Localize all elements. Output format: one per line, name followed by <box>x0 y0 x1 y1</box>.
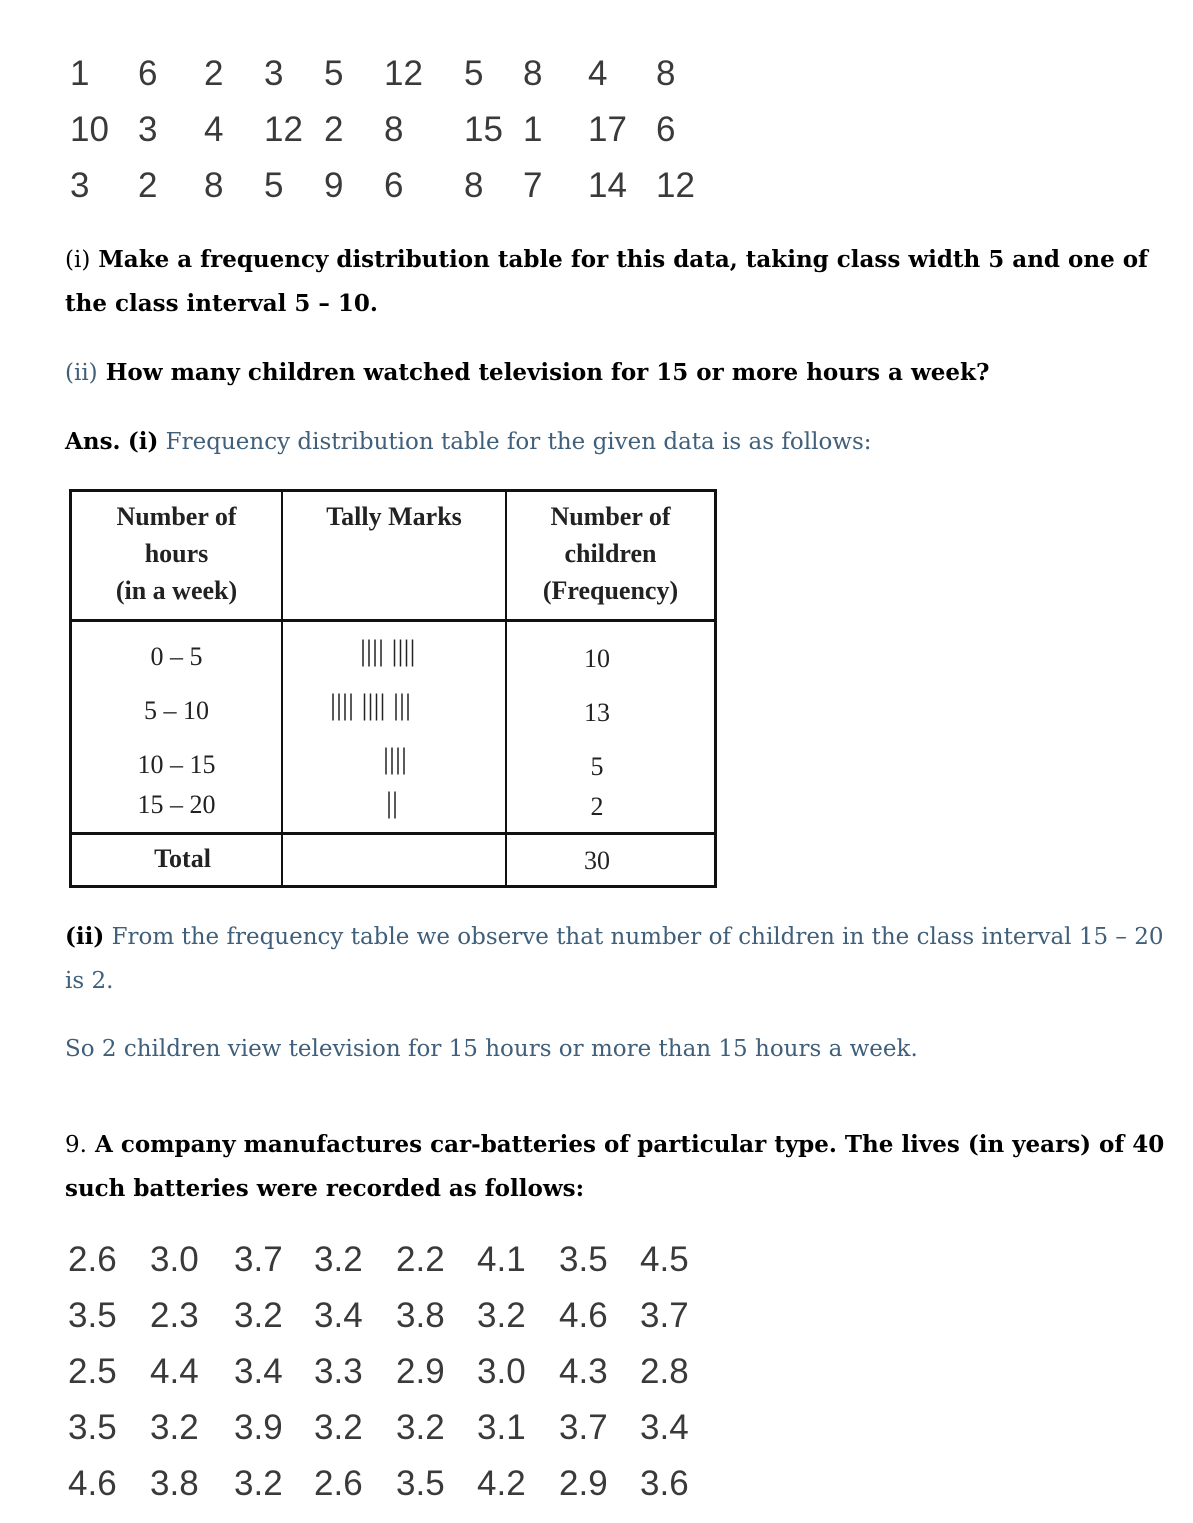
data-value: 6 <box>138 54 158 93</box>
answer-i-label: (i) <box>127 428 159 455</box>
question-i-label: (i) <box>65 247 91 273</box>
total-label: Total <box>154 844 211 873</box>
table-divider <box>72 832 714 835</box>
header-line: Tally Marks <box>326 502 462 531</box>
header-line: Number of <box>116 502 237 531</box>
data-value: 3.2 <box>314 1408 363 1447</box>
data-value: 1 <box>523 110 543 149</box>
answer-ii-label: (ii) <box>65 923 105 950</box>
total-value: 30 <box>584 846 610 875</box>
data-value: 2.2 <box>396 1240 445 1279</box>
data-value: 4.2 <box>477 1464 526 1503</box>
frequency-cell: 13 <box>584 698 610 727</box>
interval-cell: 0 – 5 <box>150 642 203 671</box>
data-value: 17 <box>588 110 627 149</box>
data-value: 4.3 <box>559 1352 608 1391</box>
data-value: 3.2 <box>234 1296 283 1335</box>
data-value: 3.2 <box>150 1408 199 1447</box>
data-value: 2.3 <box>150 1296 199 1335</box>
answer-i-text: Frequency distribution table for the given data is as follows: <box>165 429 872 455</box>
data-value: 3.5 <box>396 1464 445 1503</box>
data-value: 3.4 <box>640 1408 689 1447</box>
interval-cell: 15 – 20 <box>137 790 216 819</box>
data-value: 3.2 <box>234 1464 283 1503</box>
tally-cell: |||| |||| <box>360 634 416 667</box>
header-tally <box>283 498 505 535</box>
question-9-text: A company manufactures car-batteries of particular type. The lives (in years) of 40 such batteries were recorded as follows: <box>65 1131 1165 1202</box>
data-value: 3.0 <box>477 1352 526 1391</box>
data-value: 4.6 <box>559 1296 608 1335</box>
data-value: 3.4 <box>234 1352 283 1391</box>
header-line: (in a week) <box>115 576 238 605</box>
frequency-table <box>69 489 717 888</box>
data-value: 5 <box>464 54 484 93</box>
data-value: 2 <box>138 166 158 205</box>
data-value: 3.2 <box>396 1408 445 1447</box>
data-value: 3.8 <box>150 1464 199 1503</box>
data-value: 12 <box>656 166 695 205</box>
data-value: 3.7 <box>234 1240 283 1279</box>
data-value: 3.2 <box>477 1296 526 1335</box>
data-value: 6 <box>384 166 404 205</box>
tally-cell: || <box>386 786 399 819</box>
data-value: 3 <box>264 54 284 93</box>
data-value: 4 <box>204 110 224 149</box>
data-value: 14 <box>588 166 627 205</box>
data-value: 1 <box>70 54 90 93</box>
data-value: 2 <box>204 54 224 93</box>
header-hours <box>72 498 281 609</box>
data-value: 8 <box>656 54 676 93</box>
data-value: 8 <box>523 54 543 93</box>
data-value: 15 <box>464 110 503 149</box>
answer-ii-text: From the frequency table we observe that number of children in the class interval 15 – 20 is 2. <box>65 924 1164 994</box>
frequency-cell: 10 <box>584 644 610 673</box>
question-i <box>65 238 1170 326</box>
header-line: Number of <box>550 502 671 531</box>
data-value: 8 <box>384 110 404 149</box>
data-value: 4.5 <box>640 1240 689 1279</box>
table-divider <box>72 619 714 622</box>
data-value: 5 <box>264 166 284 205</box>
frequency-cell: 2 <box>590 792 604 821</box>
data-value: 3.2 <box>314 1240 363 1279</box>
data-value: 2.9 <box>396 1352 445 1391</box>
data-value: 3.3 <box>314 1352 363 1391</box>
header-line: (Frequency) <box>542 576 679 605</box>
data-value: 3.6 <box>640 1464 689 1503</box>
data-value: 3 <box>138 110 158 149</box>
data-value: 4.1 <box>477 1240 526 1279</box>
header-frequency <box>507 498 714 609</box>
data-value: 3 <box>70 166 90 205</box>
data-value: 12 <box>384 54 423 93</box>
data-value: 2 <box>324 110 344 149</box>
data-value: 10 <box>70 110 109 149</box>
data-value: 4.4 <box>150 1352 199 1391</box>
answer-ii <box>65 915 1170 1003</box>
interval-cell: 5 – 10 <box>144 696 209 725</box>
data-value: 3.5 <box>68 1408 117 1447</box>
question-ii-text: How many children watched television for 15 or more hours a week? <box>105 359 990 386</box>
data-value: 2.5 <box>68 1352 117 1391</box>
data-value: 4.6 <box>68 1464 117 1503</box>
question-ii <box>65 351 1170 395</box>
data-value: 8 <box>204 166 224 205</box>
header-line: children <box>564 539 657 568</box>
question-9-number: 9. <box>65 1132 87 1158</box>
frequency-cell: 5 <box>590 752 604 781</box>
data-value: 3.4 <box>314 1296 363 1335</box>
data-value: 2.6 <box>68 1240 117 1279</box>
data-value: 8 <box>464 166 484 205</box>
data-value: 3.0 <box>150 1240 199 1279</box>
answer-i <box>65 420 1170 464</box>
header-line: hours <box>144 539 209 568</box>
question-9 <box>65 1123 1170 1211</box>
interval-cell: 10 – 15 <box>137 750 216 779</box>
question-i-text: Make a frequency distribution table for this data, taking class width 5 and one of the class interval 5 – 10. <box>65 246 1148 317</box>
data-value: 3.9 <box>234 1408 283 1447</box>
data-value: 3.5 <box>559 1240 608 1279</box>
table-divider <box>281 492 283 885</box>
tally-cell: |||| |||| ||| <box>330 688 412 721</box>
ans-label: Ans. <box>65 428 121 455</box>
data-value: 3.8 <box>396 1296 445 1335</box>
data-value: 3.5 <box>68 1296 117 1335</box>
data-value: 6 <box>656 110 676 149</box>
data-value: 2.9 <box>559 1464 608 1503</box>
answer-ii-conclusion: So 2 children view television for 15 hours or more than 15 hours a week. <box>65 1036 918 1062</box>
data-value: 3.1 <box>477 1408 526 1447</box>
data-value: 2.6 <box>314 1464 363 1503</box>
data-value: 7 <box>523 166 543 205</box>
tally-cell: |||| <box>383 742 408 775</box>
data-value: 5 <box>324 54 344 93</box>
data-value: 9 <box>324 166 344 205</box>
data-value: 4 <box>588 54 608 93</box>
data-value: 3.7 <box>559 1408 608 1447</box>
data-value: 3.7 <box>640 1296 689 1335</box>
data-value: 2.8 <box>640 1352 689 1391</box>
data-value: 12 <box>264 110 303 149</box>
question-ii-label: (ii) <box>65 360 98 386</box>
